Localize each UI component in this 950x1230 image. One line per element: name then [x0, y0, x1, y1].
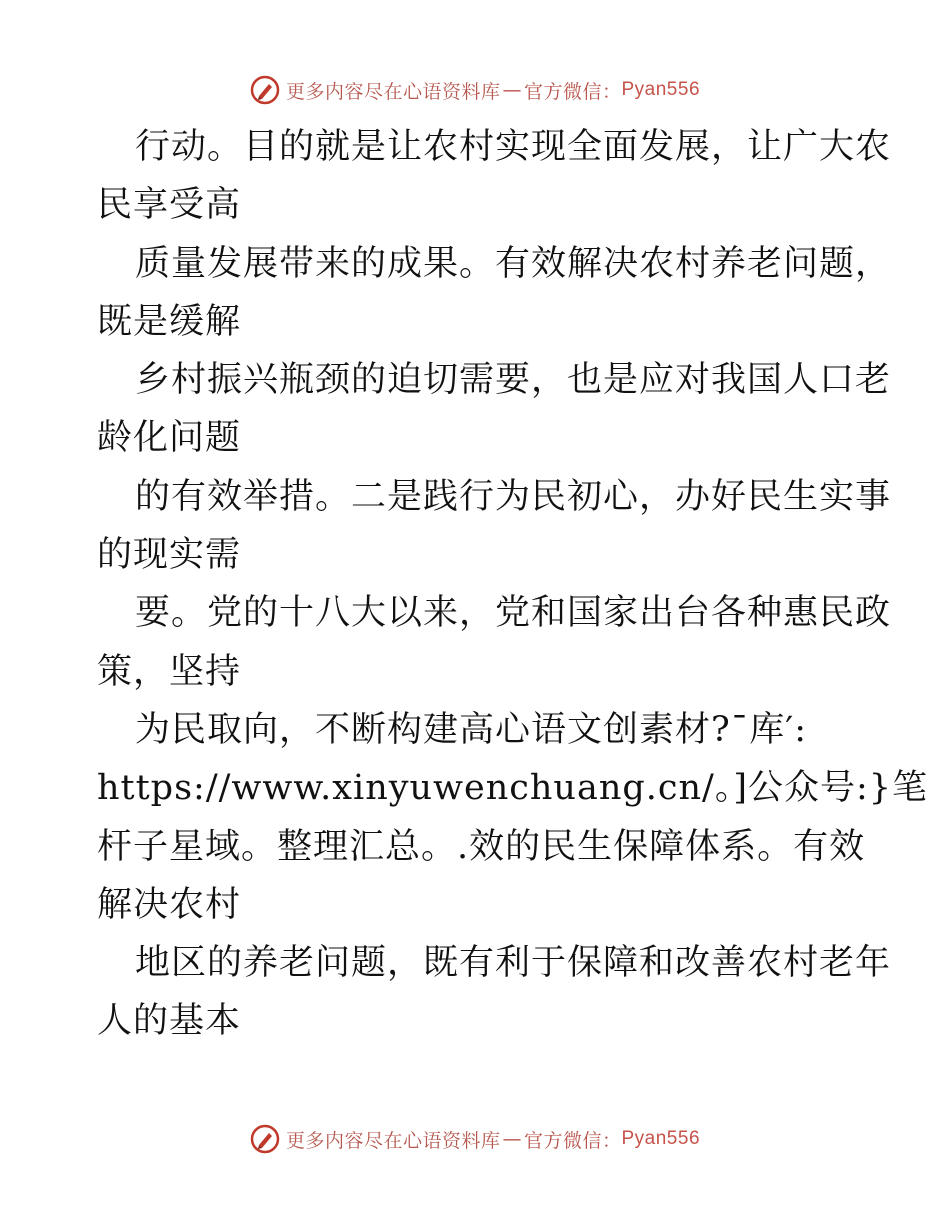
text-line: 龄化问题 — [97, 418, 242, 459]
banner-wechat-label: 官方微信： — [523, 1129, 622, 1152]
banner-wechat-id: Pyan556 — [621, 1128, 701, 1149]
text-line: 民享受高 — [97, 185, 242, 226]
text-line: 质量发展带来的成果。有效解决农村养老问题， — [135, 243, 892, 284]
document-body — [97, 118, 929, 1051]
pen-logo-icon — [250, 75, 280, 105]
banner-wechat-id: Pyan556 — [621, 79, 701, 100]
text-line: 的有效举措。二是践行为民初心，办好民生实事 — [135, 476, 892, 517]
footer-watermark-banner — [0, 1119, 950, 1159]
banner-separator: — — [502, 1128, 522, 1150]
text-line: 杆子星域。整理汇总。.效的民生保障体系。有效 — [97, 826, 866, 867]
text-line: 人的基本 — [97, 1001, 242, 1042]
text-line: https://www.xinyuwenchuang.cn/。]公众号:}笔 — [97, 768, 929, 809]
text-line: 地区的养老问题，既有利于保障和改善农村老年 — [135, 943, 892, 984]
text-line: 策，坚持 — [97, 651, 242, 692]
text-line: 乡村振兴瓶颈的迫切需要，也是应对我国人口老 — [135, 360, 892, 401]
text-line: 解决农村 — [97, 884, 242, 925]
banner-separator: — — [502, 79, 522, 101]
text-line: 要。党的十八大以来，党和国家出台各种惠民政 — [135, 593, 892, 634]
banner-main-text: 更多内容尽在心语资料库 — [285, 1129, 501, 1152]
header-watermark-banner — [0, 70, 950, 110]
banner-main-text: 更多内容尽在心语资料库 — [285, 80, 501, 103]
pen-logo-icon — [250, 1124, 280, 1154]
text-line: 既是缓解 — [97, 301, 242, 342]
text-line: 的现实需 — [97, 535, 242, 576]
banner-wechat-label: 官方微信： — [523, 80, 622, 103]
text-line: 为民取向，不断构建高心语文创素材?¯库′: — [135, 709, 808, 750]
text-line: 行动。目的就是让农村实现全面发展，让广大农 — [135, 127, 892, 167]
